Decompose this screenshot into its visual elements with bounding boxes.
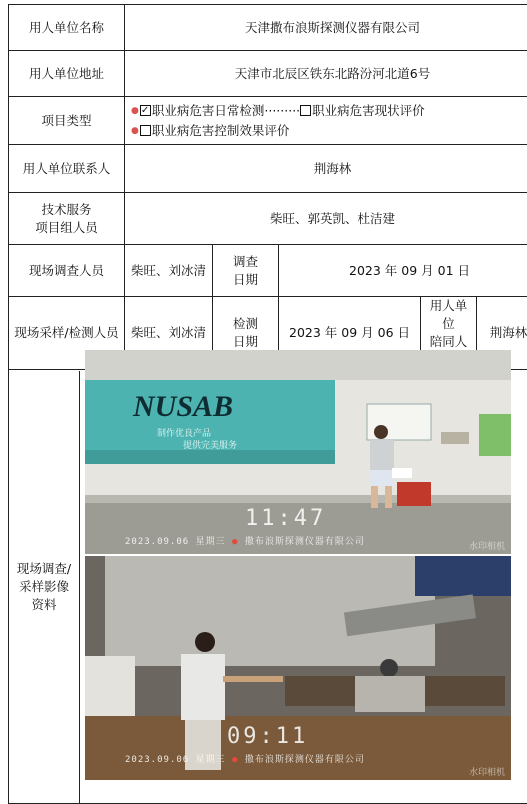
team-label-line2: 项目组人员 — [12, 219, 121, 237]
photo-2-date: 2023.09.06 星期三 — [125, 755, 226, 765]
photo-2-company: 撒布浪斯探测仪器有限公司 — [245, 755, 365, 765]
media-label — [9, 371, 80, 803]
row-team — [9, 193, 527, 245]
contact-label: 用人单位联系人 — [9, 145, 125, 193]
wall-panel — [441, 432, 469, 444]
row-unit-name — [9, 5, 527, 51]
photo-1-stamp — [125, 534, 365, 547]
unit-name-label: 用人单位名称 — [9, 5, 125, 51]
bullet-icon: ● — [131, 106, 139, 116]
photo-1-time: 11:47 — [245, 506, 326, 531]
bullet-icon: ● — [131, 126, 139, 136]
photo-1-watermark: 水印相机 — [469, 539, 505, 552]
survey-date-label-line1: 调查 — [216, 253, 275, 271]
ceiling-hood — [415, 556, 511, 596]
media-label-line2: 采样影像 — [19, 578, 69, 596]
photo-1-date: 2023.09.06 星期三 — [125, 537, 226, 547]
site-photo-2[interactable] — [85, 556, 511, 780]
slogan-line-1: 制作优良产品 — [157, 427, 211, 439]
site-photo-1[interactable] — [85, 350, 511, 554]
photo-2-time: 09:11 — [227, 724, 308, 749]
option-control-eval: 职业病危害控制效果评价 — [152, 123, 290, 138]
location-pin-icon: ● — [232, 537, 238, 547]
team-label — [9, 193, 125, 245]
survey-label: 现场调查人员 — [9, 245, 125, 297]
sampling-date: 2023 年 09 月 06 日 — [279, 297, 421, 370]
accomp-label-line2: 陪同人 — [424, 333, 473, 369]
checkbox-checked-icon[interactable] — [140, 105, 151, 116]
survey-date-label-line2: 日期 — [216, 271, 275, 289]
contact-value: 荆海林 — [125, 145, 527, 193]
project-type-options — [125, 97, 527, 145]
survey-date: 2023 年 09 月 01 日 — [279, 245, 527, 297]
photo-1-company: 撒布浪斯探测仪器有限公司 — [245, 537, 365, 547]
row-project-type — [9, 97, 527, 145]
project-type-label: 项目类型 — [9, 97, 125, 145]
media-label-line3: 资料 — [31, 596, 56, 614]
photo-2-stamp — [125, 752, 365, 765]
sampling-date-label-line1: 检测 — [216, 315, 275, 333]
row-contact — [9, 145, 527, 193]
survey-date-label — [213, 245, 279, 297]
accomp-label-line1: 用人单位 — [424, 297, 473, 333]
slogan-line-2: 提供完美服务 — [183, 439, 237, 451]
team-value: 柴旺、郭英凯、杜洁建 — [125, 193, 527, 245]
sampling-date-label-line2: 日期 — [216, 333, 275, 351]
sampling-label: 现场采样/检测人员 — [9, 297, 125, 370]
extinguisher-box — [397, 482, 431, 506]
accomp-value: 荆海林 — [477, 297, 527, 370]
photo-2-watermark: 水印相机 — [469, 765, 505, 778]
dot-leader: ········· — [264, 103, 300, 118]
option-daily-test: 职业病危害日常检测 — [152, 103, 265, 118]
unit-address-value: 天津市北辰区铁东北路汾河北道6号 — [125, 51, 527, 97]
location-pin-icon: ● — [232, 755, 238, 765]
checkbox-icon[interactable] — [300, 105, 311, 116]
option-status-eval: 职业病危害现状评价 — [312, 103, 425, 118]
survey-people: 柴旺、刘冰清 — [125, 245, 213, 297]
checkbox-icon[interactable] — [140, 125, 151, 136]
media-label-line1: 现场调查/ — [17, 560, 71, 578]
unit-name-value: 天津撒布浪斯探测仪器有限公司 — [125, 5, 527, 51]
unit-address-label: 用人单位地址 — [9, 51, 125, 97]
record-form — [8, 4, 520, 784]
team-label-line1: 技术服务 — [12, 201, 121, 219]
row-unit-address — [9, 51, 527, 97]
logo-text: NUSAB — [132, 390, 233, 423]
sampling-people: 柴旺、刘冰清 — [125, 297, 213, 370]
cabinet — [85, 656, 135, 716]
row-survey — [9, 245, 527, 297]
photo-area — [85, 350, 515, 780]
info-board — [479, 414, 511, 456]
